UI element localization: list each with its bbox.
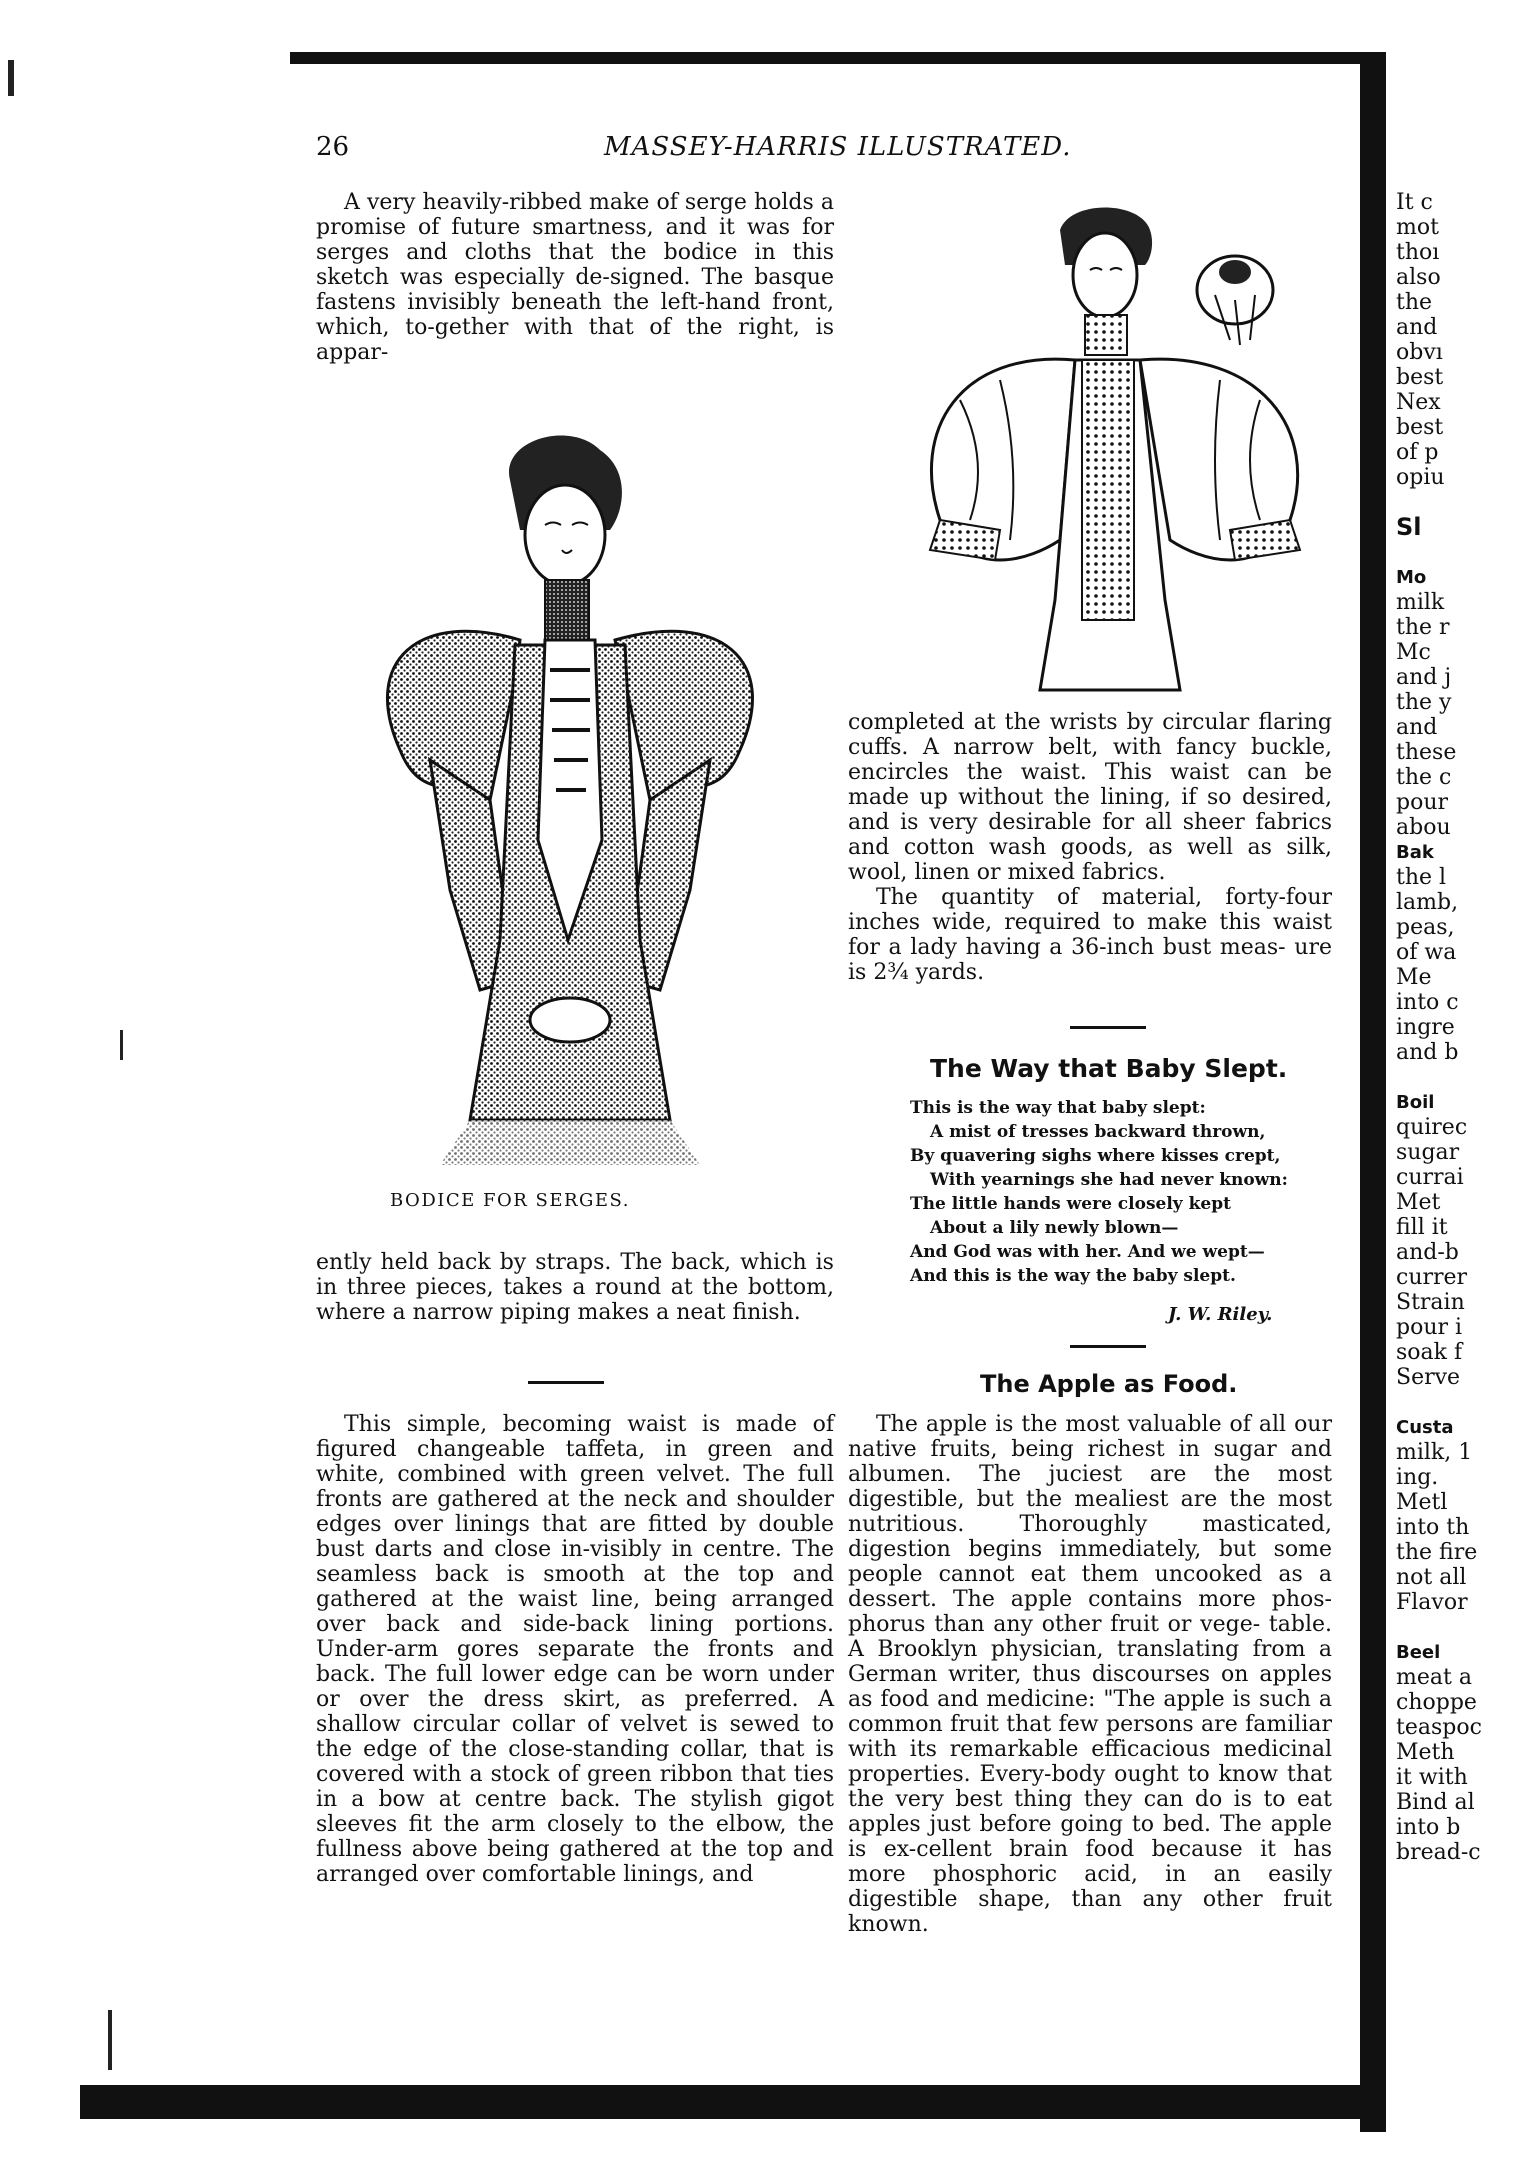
poem-line: With yearnings she had never known: bbox=[930, 1170, 1288, 1190]
poem-line: And God was with her. And we wept— bbox=[910, 1242, 1265, 1262]
poem-line: The little hands were closely kept bbox=[910, 1194, 1231, 1214]
facing-page-fragments: It c mot thoı also the and obvı best Nex best of p opiu Sl Mo milk the r Mc and j the y and these the c pour abou Bak the l lamb, peas, of wa Me into c ingre and b Boil quirec sugar currai Met fill it and-b currer Strain pour i soak f Serve Custa milk, 1 ing. Metl into th the fire not all Flavor Beel meat a choppe teaspoc Meth it with Bind al into b bread-c bbox=[1396, 190, 1482, 1865]
intro-paragraph: A very heavily-ribbed make of serge holds a promise of future smartness, and it was for serges and cloths that the bodice in this sketch was especially de-signed. The basque fastens invisibly beneath the left-hand front, which, to-gether with that of the right, is appar- bbox=[316, 190, 835, 365]
page-number: 26 bbox=[316, 132, 350, 162]
binding-shadow bbox=[1360, 52, 1386, 2132]
scan-speck bbox=[108, 2010, 112, 2070]
section-rule bbox=[1070, 1026, 1146, 1029]
poem-author: J. W. Riley. bbox=[1168, 1304, 1273, 1325]
waist-illustration bbox=[900, 200, 1340, 700]
section-rule bbox=[528, 1381, 604, 1384]
scan-speck bbox=[120, 1030, 123, 1060]
section-rule bbox=[1070, 1345, 1146, 1348]
poem-body bbox=[910, 1096, 1330, 1288]
scan-speck bbox=[8, 60, 14, 96]
apple-title: The Apple as Food. bbox=[980, 1370, 1238, 1398]
running-title: MASSEY-HARRIS ILLUSTRATED. bbox=[604, 132, 1072, 162]
poem-line: By quavering sighs where kisses crept, bbox=[910, 1146, 1281, 1166]
poem-line: This is the way that baby slept: bbox=[910, 1098, 1206, 1118]
poem-line: About a lily newly blown— bbox=[930, 1218, 1179, 1238]
poem-title: The Way that Baby Slept. bbox=[930, 1054, 1288, 1083]
bottom-edge-shadow bbox=[80, 2085, 1380, 2119]
apple-paragraph: The apple is the most valuable of all our native fruits, being richest in sugar and albumen. The juciest are the most digestible, but the mealiest are the most nutritious. Thoroughly masticated, digestion begins immediately, but some people cannot eat them uncooked as a dessert. The apple contains more phos-phorus than any other fruit or vege- table. A Brooklyn physician, translating from a German writer, thus discourses on apples as food and medicine: "The apple is such a common fruit that few persons are familiar with its remarkable efficacious medicinal properties. Every-body ought to know that the very best thing they can do is to eat apples just before going to bed. The apple is ex-cellent brain food because it has more phosphoric acid, in an easily digestible shape, than any other fruit known. bbox=[848, 1412, 1333, 1937]
bodice-continuation: ently held back by straps. The back, which is in three pieces, takes a round at the bottom, where a narrow piping makes a neat finish. bbox=[316, 1250, 834, 1325]
waist-paragraph: This simple, becoming waist is made of figured changeable taffeta, in green and white, combined with green velvet. The full fronts are gathered at the neck and shoulder edges over linings that are fitted by double bust darts and close in-visibly in centre. The seamless back is smooth at the top and gathered at the waist line, being arranged over back and side-back lining portions. Under-arm gores separate the fronts and back. The full lower edge can be worn under or over the dress skirt, as preferred. A shallow circular collar of velvet is sewed to the edge of the close-standing collar, that is covered with a stock of green ribbon that ties in a bow at centre back. The stylish gigot sleeves fit the arm closely to the elbow, the fullness above being gathered at the top and arranged over comfortable linings, and bbox=[316, 1412, 835, 1887]
page-top-rule bbox=[290, 52, 1360, 64]
poem-line: And this is the way the baby slept. bbox=[910, 1266, 1236, 1286]
figure-caption: BODICE FOR SERGES. bbox=[390, 1190, 630, 1211]
poem-line: A mist of tresses backward thrown, bbox=[930, 1122, 1266, 1142]
waist-continuation: completed at the wrists by circular flaring cuffs. A narrow belt, with fancy buckle, encircles the waist. This waist can be made up without the lining, if so desired, and is very desirable for all sheer fabrics and cotton wash goods, as well as silk, wool, linen or mixed fabrics. The quantity of material, forty-four inches wide, required to make this waist for a lady having a 36-inch bust meas- ure is 2¾ yards. bbox=[848, 710, 1333, 985]
bodice-illustration bbox=[340, 420, 800, 1180]
